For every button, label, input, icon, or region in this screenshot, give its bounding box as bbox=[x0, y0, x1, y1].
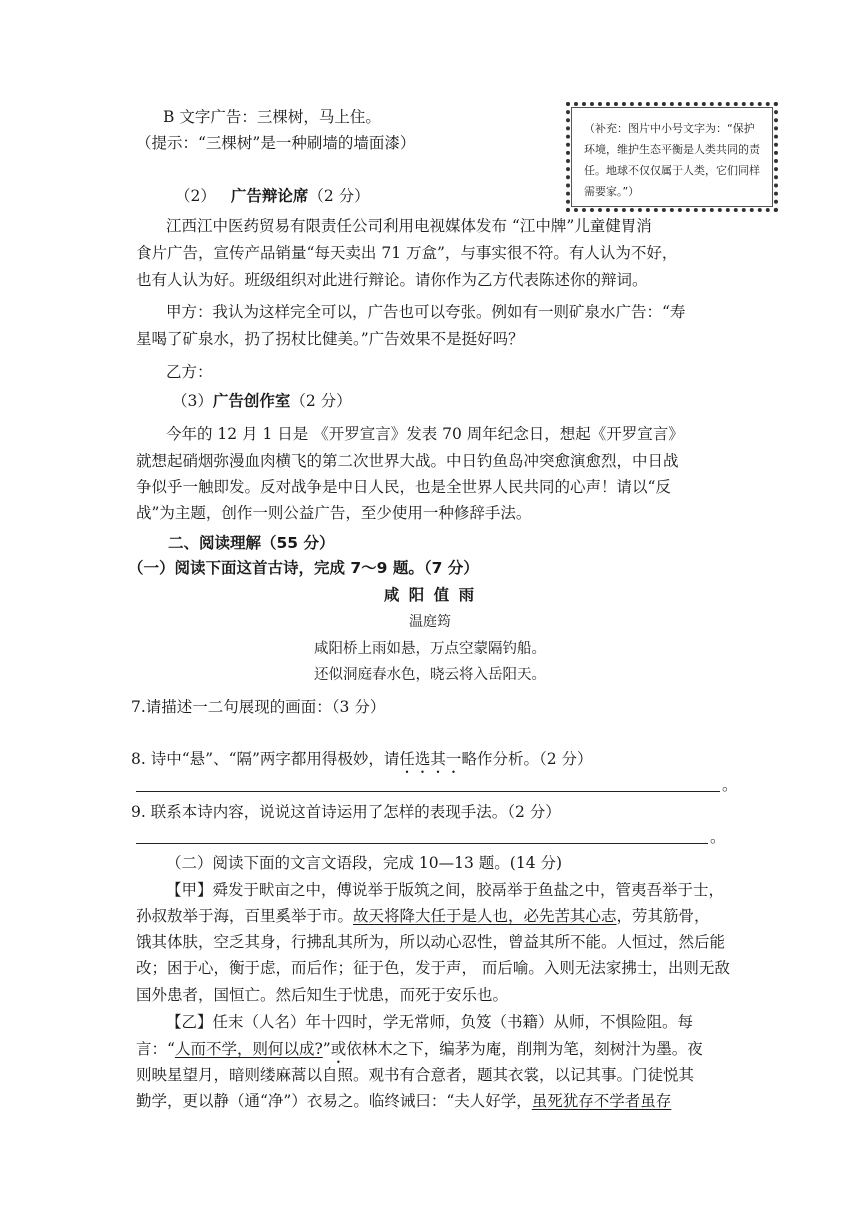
ad-b-line: B 文字广告：三棵树，马上住。 bbox=[163, 108, 381, 126]
q3-paragraph-line3: 争似乎一触即发。反对战争是中日人民，也是全世界人民共同的心声！请以“反 bbox=[136, 478, 671, 496]
q2-number: （2） bbox=[175, 187, 216, 205]
q2-paragraph-line2: 食片广告，宣传产品销量“每天卖出 71 万盒”，与事实很不符。有人认为不好， bbox=[136, 244, 678, 262]
question-9: 9. 联系本诗内容，说说这首诗运用了怎样的表现手法。（2 分） bbox=[131, 803, 561, 821]
poem-line2: 还似洞庭春水色，晓云将入岳阳天。 bbox=[314, 667, 546, 683]
classical-jia-line3: 饿其体肤，空乏其身，行拂乱其所为，所以动心忍性，曾益其所不能。人恒过，然后能 bbox=[136, 933, 726, 951]
q3-score: （2 分） bbox=[290, 392, 352, 410]
ad-b-hint: （提示：“三棵树”是一种刷墙的墙面漆） bbox=[136, 134, 416, 152]
q2-paragraph-line3: 也有人认为好。班级组织对此进行辩论。请你作为乙方代表陈述你的辩词。 bbox=[136, 271, 648, 289]
question-8-emphasis: 任选其一 bbox=[399, 750, 462, 768]
poem-title: 咸 阳 值 雨 bbox=[383, 586, 477, 604]
section2-title: 二、阅读理解（55 分） bbox=[168, 534, 335, 552]
q3-title: 广告创作室 bbox=[212, 392, 291, 410]
poem-line1: 咸阳桥上雨如悬，万点空蒙隔钓船。 bbox=[314, 641, 546, 657]
question-7: 7.请描述一二句展现的画面：（3 分） bbox=[131, 698, 386, 716]
poem-author: 温庭筠 bbox=[409, 614, 451, 630]
q2-jia-line1: 甲方：我认为这样完全可以，广告也可以夸张。例如有一则矿泉水广告：“寿 bbox=[166, 303, 686, 321]
classical-jia-line1: 【甲】舜发于畎亩之中，傅说举于版筑之间，胶鬲举于鱼盐之中，管夷吾举于士， bbox=[166, 881, 725, 899]
classical-jia-line2 bbox=[136, 906, 710, 926]
classical-yi-underlined: 人而不学，则何以成? bbox=[174, 1040, 323, 1058]
q3-paragraph-line1: 今年的 12 月 1 日是 《开罗宣言》发表 70 周年纪念日，想起《开罗宣言》 bbox=[166, 425, 684, 443]
section2-part1-heading: （一）阅读下面这首古诗，完成 7～9 题。（7 分） bbox=[128, 559, 479, 577]
answer-line-q9[interactable] bbox=[136, 843, 708, 844]
supplement-note-text: （补充：图片中小号文字为：“保护环境，维护生态平衡是人类共同的责任。地球不仅仅属于人类，它们同样需要家。”） bbox=[584, 122, 760, 198]
supplement-note-box bbox=[566, 102, 778, 212]
classical-yi-line2-b: ” bbox=[322, 1040, 331, 1058]
classical-yi-line4-underlined: 虽死犹存不学者虽存 bbox=[531, 1092, 672, 1110]
classical-yi-line3: 则映星望月，暗则缕麻蒿以自照。观书有合意者，题其衣裳，以记其事。门徒悦其 bbox=[136, 1066, 695, 1084]
classical-jia-line2-a: 孙叔敖举于海，百里奚举于市。 bbox=[136, 907, 354, 925]
question-8 bbox=[131, 749, 592, 777]
classical-yi-line2-a: 言：“ bbox=[136, 1040, 175, 1058]
question-8-text-b: 略作分析。（2 分） bbox=[461, 750, 593, 768]
classical-yi-line4-a: 勤学，更以静（通“净”）衣易之。临终诫曰：“夫人好学， bbox=[136, 1092, 532, 1110]
answer-line-q8[interactable] bbox=[136, 791, 720, 792]
q3-paragraph-line4: 战”为主题，创作一则公益广告，至少使用一种修辞手法。 bbox=[136, 504, 532, 522]
classical-jia-underlined: 故天将降大任于是人也，必先苦其心志 bbox=[353, 907, 617, 925]
classical-yi-line4 bbox=[136, 1091, 671, 1111]
classical-jia-line4: 改；困于心，衡于虑，而后作；征于色，发于声， 而后喻。入则无法家拂士，出则无敌 bbox=[136, 959, 730, 977]
classical-yi-line2 bbox=[136, 1039, 703, 1067]
classical-jia-line5: 国外患者，国恒亡。然后知生于忧患，而死于安乐也。 bbox=[136, 986, 509, 1004]
q2-score: （2 分） bbox=[308, 187, 370, 205]
answer-line-q9-period: 。 bbox=[710, 828, 726, 846]
q2-title: 广告辩论席 bbox=[230, 187, 309, 205]
q3-paragraph-line2: 就想起硝烟弥漫血肉横飞的第二次世界大战。中日钓鱼岛冲突愈演愈烈，中日战 bbox=[136, 452, 679, 470]
classical-yi-dotted-char: 或 bbox=[330, 1040, 347, 1058]
q2-jia-line2: 星喝了矿泉水，扔了拐杖比健美。”广告效果不是挺好吗？ bbox=[136, 330, 524, 348]
classical-yi-line2-c: 依林木之下，编茅为庵，削荆为笔，刻树汁为墨。夜 bbox=[346, 1040, 703, 1058]
q2-heading bbox=[175, 186, 370, 206]
classical-jia-line2-b: ，劳其筋骨， bbox=[616, 907, 710, 925]
q3-number: （3） bbox=[172, 392, 213, 410]
q3-heading bbox=[172, 391, 352, 411]
q2-yi-label: 乙方： bbox=[166, 363, 213, 381]
classical-heading: （二）阅读下面的文言文语段，完成 10—13 题。(14 分) bbox=[166, 854, 563, 872]
classical-yi-line1: 【乙】任末（人名）年十四时，学无常师，负笈（书籍）从师，不惧险阻。每 bbox=[166, 1013, 694, 1031]
answer-line-q8-period: 。 bbox=[722, 776, 738, 794]
question-8-text-a: 8. 诗中“悬”、“隔”两字都用得极妙，请 bbox=[131, 750, 400, 768]
q2-paragraph-line1: 江西江中医药贸易有限责任公司利用电视媒体发布 “江中牌”儿童健胃消 bbox=[166, 217, 652, 235]
